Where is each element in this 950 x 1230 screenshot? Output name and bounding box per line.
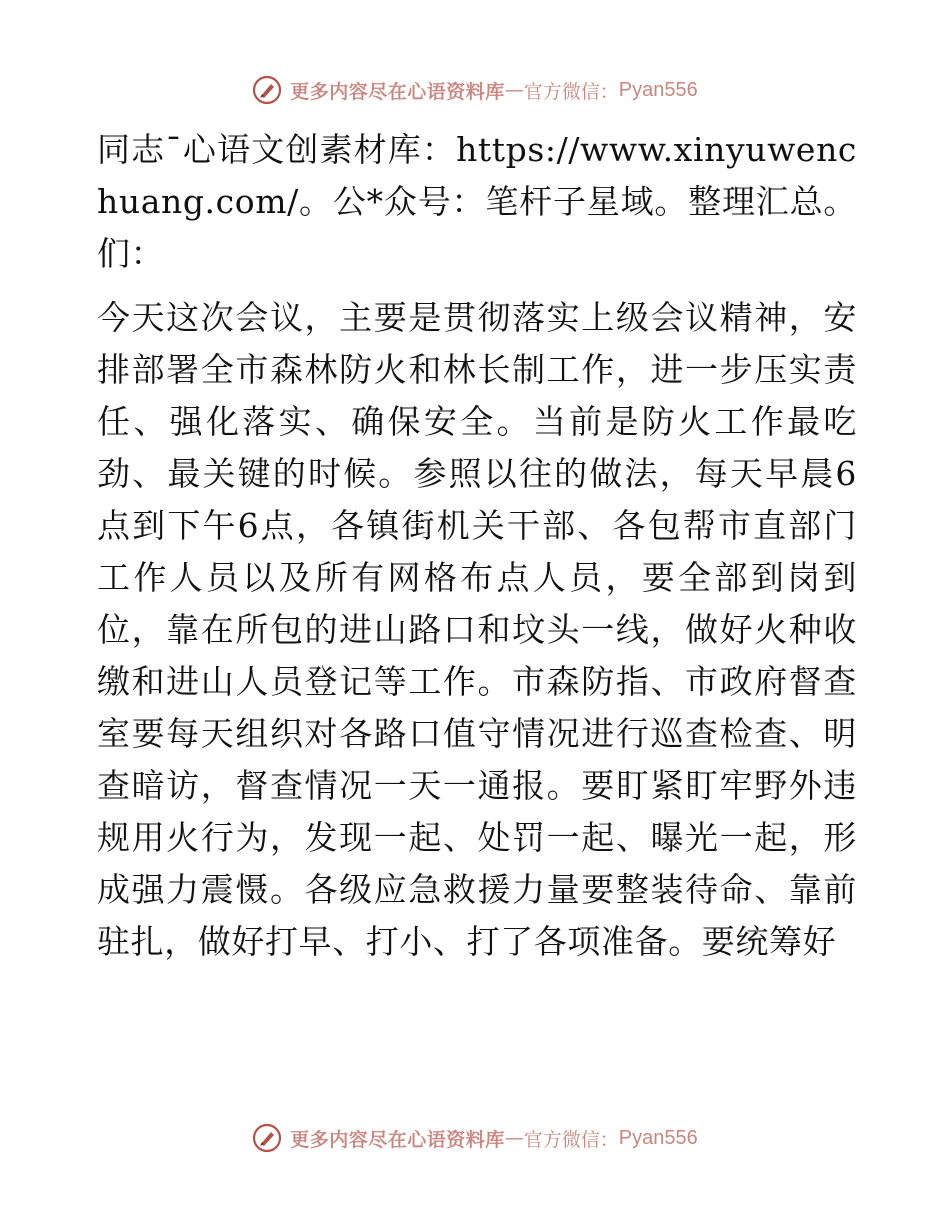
seal-pen-icon (252, 75, 282, 105)
footer-wechat-label: 官方微信： (523, 1128, 619, 1151)
footer-wechat-id: Pyan556 (618, 1126, 698, 1149)
paragraph-salutation: 同志¯心语文创素材库：https://www.xinyuwenchuang.com/。公*众号：笔杆子星域。整理汇总。们： (97, 130, 857, 273)
seal-pen-icon (252, 1123, 282, 1153)
header-wechat-label: 官方微信： (523, 80, 619, 103)
footer-banner-text: 更多内容尽在心语资料库 (290, 1128, 505, 1151)
paragraph-main: 今天这次会议，主要是贯彻落实上级会议精神，安排部署全市森林防火和林长制工作，进一步压实责任、强化落实、确保安全。当前是防火工作最吃劲、最关键的时候。参照以往的做法，每天早晨6点到下午6点，各镇街机关干部、各包帮市直部门工作人员以及所有网格布点人员，要全部到岗到位，靠在所包的进山路口和坟头一线，做好火种收缴和进山人员登记等工作。市森防指、市政府督查室要每天组织对各路口值守情况进行巡查检查、明查暗访，督查情况一天一通报。要盯紧盯牢野外违规用火行为，发现一起、处罚一起、曝光一起，形成强力震慑。各级应急救援力量要整装待命、靠前驻扎，做好打早、打小、打了各项准备。要统筹好 (97, 298, 857, 961)
header-banner (0, 70, 950, 110)
footer-banner (0, 1118, 950, 1158)
document-body (97, 124, 857, 968)
header-banner-text: 更多内容尽在心语资料库 (290, 80, 505, 103)
header-dash: — (504, 79, 524, 101)
footer-dash: — (504, 1127, 524, 1149)
header-wechat-id: Pyan556 (618, 78, 698, 101)
